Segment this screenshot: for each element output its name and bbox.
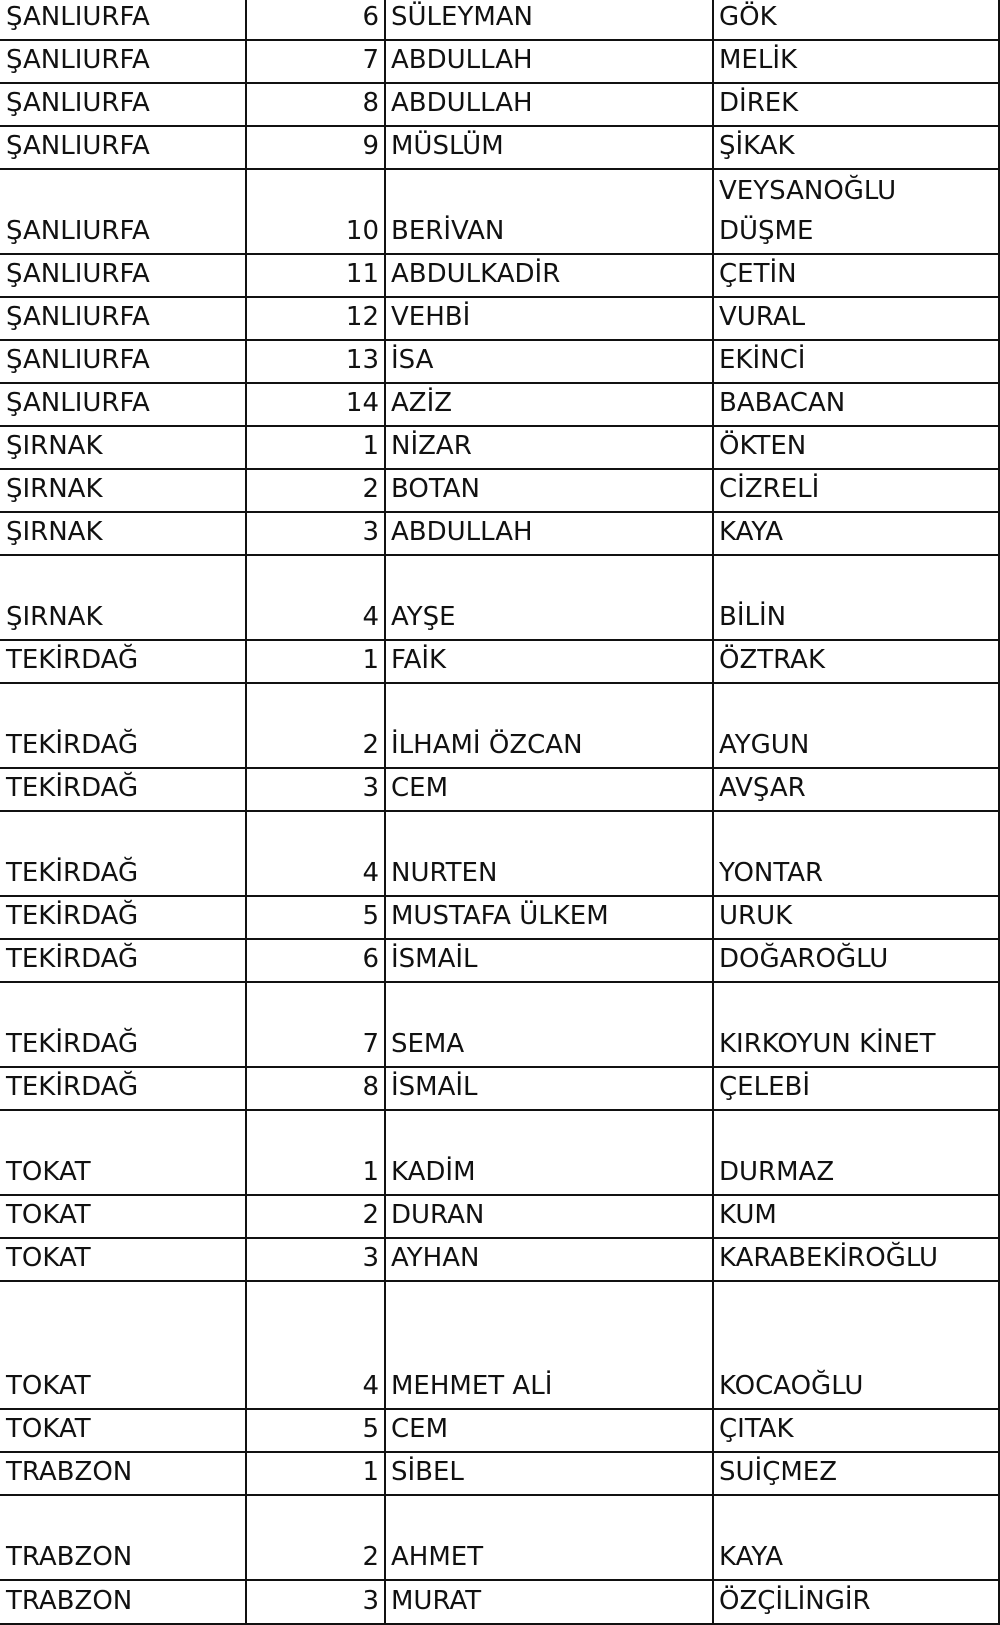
- number-cell-text: 4: [362, 602, 379, 632]
- surname-cell[interactable]: [713, 940, 1000, 981]
- number-cell[interactable]: [246, 812, 385, 895]
- surname-cell-text: ŞİKAK: [719, 131, 795, 161]
- column-divider: [712, 0, 714, 1625]
- table-row: [0, 170, 1000, 255]
- city-cell[interactable]: [0, 41, 246, 82]
- city-cell-text: ŞANLIURFA: [6, 216, 150, 246]
- surname-cell-text: DOĞAROĞLU: [719, 944, 889, 974]
- number-cell-text: 1: [362, 645, 379, 675]
- first-name-cell-text: AZİZ: [391, 388, 453, 418]
- table-row: [0, 384, 1000, 427]
- first-name-cell[interactable]: [385, 0, 713, 39]
- number-cell[interactable]: [246, 470, 385, 511]
- surname-cell[interactable]: [713, 897, 1000, 938]
- first-name-cell-text: SEMA: [391, 1029, 465, 1059]
- number-cell-text: 4: [362, 858, 379, 888]
- table-row: [0, 470, 1000, 513]
- city-cell[interactable]: [0, 1496, 246, 1579]
- city-cell[interactable]: [0, 84, 246, 125]
- city-cell-text: ŞANLIURFA: [6, 388, 150, 418]
- number-cell[interactable]: [246, 255, 385, 296]
- surname-cell[interactable]: [713, 470, 1000, 511]
- surname-cell-text: ÇETİN: [719, 259, 797, 289]
- city-cell[interactable]: [0, 384, 246, 425]
- number-cell-text: 2: [362, 474, 379, 504]
- city-cell[interactable]: [0, 298, 246, 339]
- table-row: [0, 1453, 1000, 1496]
- surname-cell[interactable]: [713, 1196, 1000, 1237]
- number-cell-text: 6: [362, 944, 379, 974]
- table-row: [0, 1111, 1000, 1196]
- number-cell[interactable]: [246, 769, 385, 810]
- number-cell[interactable]: [246, 940, 385, 981]
- surname-first-line-text: VEYSANOĞLU: [719, 176, 897, 206]
- surname-cell-text: DÜŞME: [719, 216, 814, 246]
- city-cell[interactable]: [0, 1068, 246, 1109]
- surname-cell-text: KAYA: [719, 517, 784, 547]
- surname-cell[interactable]: [713, 812, 1000, 895]
- city-cell-text: TEKİRDAĞ: [6, 901, 139, 931]
- city-cell[interactable]: [0, 1111, 246, 1194]
- city-cell[interactable]: [0, 341, 246, 382]
- table-row: [0, 1581, 1000, 1625]
- number-cell-text: 1: [362, 1157, 379, 1187]
- table-row: [0, 127, 1000, 170]
- number-cell-text: 3: [362, 517, 379, 547]
- surname-cell[interactable]: [713, 769, 1000, 810]
- city-cell-text: ŞIRNAK: [6, 602, 103, 632]
- city-cell[interactable]: [0, 684, 246, 767]
- first-name-cell-text: VEHBİ: [391, 302, 471, 332]
- city-cell[interactable]: [0, 641, 246, 682]
- first-name-cell[interactable]: [385, 298, 713, 339]
- table-row: [0, 1239, 1000, 1282]
- number-cell[interactable]: [246, 1239, 385, 1280]
- table-row: [0, 84, 1000, 127]
- city-cell-text: ŞANLIURFA: [6, 259, 150, 289]
- city-cell-text: TEKİRDAĞ: [6, 1029, 139, 1059]
- surname-cell[interactable]: [713, 127, 1000, 168]
- city-cell[interactable]: [0, 513, 246, 554]
- number-cell-text: 3: [362, 773, 379, 803]
- surname-cell[interactable]: [713, 983, 1000, 1066]
- number-cell[interactable]: [246, 0, 385, 39]
- first-name-cell[interactable]: [385, 1496, 713, 1579]
- surname-cell[interactable]: [713, 1581, 1000, 1623]
- city-cell-text: TEKİRDAĞ: [6, 858, 139, 888]
- first-name-cell-text: SİBEL: [391, 1457, 464, 1487]
- table-row: [0, 684, 1000, 769]
- surname-cell-text: AVŞAR: [719, 773, 806, 803]
- table-row: [0, 255, 1000, 298]
- surname-cell-text: ÇELEBİ: [719, 1072, 810, 1102]
- table-row: [0, 1068, 1000, 1111]
- city-cell[interactable]: [0, 470, 246, 511]
- number-cell-text: 14: [345, 388, 379, 418]
- table-row: [0, 41, 1000, 84]
- surname-cell-text: BİLİN: [719, 602, 787, 632]
- table-row: [0, 641, 1000, 684]
- first-name-cell-text: MEHMET ALİ: [391, 1371, 553, 1401]
- first-name-cell-text: MÜSLÜM: [391, 131, 504, 161]
- first-name-cell[interactable]: [385, 769, 713, 810]
- surname-cell-text: GÖK: [719, 2, 777, 32]
- city-cell-text: ŞANLIURFA: [6, 45, 150, 75]
- table-row: [0, 897, 1000, 940]
- first-name-cell[interactable]: [385, 641, 713, 682]
- surname-cell-text: YONTAR: [719, 858, 824, 888]
- city-cell[interactable]: [0, 1410, 246, 1451]
- number-cell-text: 2: [362, 1200, 379, 1230]
- city-cell-text: TOKAT: [6, 1414, 91, 1444]
- city-cell[interactable]: [0, 255, 246, 296]
- city-cell-text: ŞANLIURFA: [6, 345, 150, 375]
- first-name-cell-text: ABDULLAH: [391, 88, 533, 118]
- first-name-cell-text: İSMAİL: [391, 1072, 478, 1102]
- city-cell[interactable]: [0, 127, 246, 168]
- first-name-cell[interactable]: [385, 1239, 713, 1280]
- first-name-cell[interactable]: [385, 1196, 713, 1237]
- city-cell[interactable]: [0, 1453, 246, 1494]
- first-name-cell-text: NİZAR: [391, 431, 472, 461]
- surname-cell[interactable]: [713, 0, 1000, 39]
- number-cell-text: 6: [362, 2, 379, 32]
- surname-cell[interactable]: [713, 1453, 1000, 1494]
- city-cell[interactable]: [0, 812, 246, 895]
- first-name-cell[interactable]: [385, 341, 713, 382]
- number-cell[interactable]: [246, 897, 385, 938]
- city-cell-text: ŞANLIURFA: [6, 131, 150, 161]
- city-cell-text: TRABZON: [6, 1586, 133, 1616]
- number-cell-text: 8: [362, 88, 379, 118]
- number-cell[interactable]: [246, 1196, 385, 1237]
- city-cell-text: ŞIRNAK: [6, 474, 103, 504]
- number-cell[interactable]: [246, 684, 385, 767]
- surname-cell-text: KUM: [719, 1200, 777, 1230]
- first-name-cell[interactable]: [385, 384, 713, 425]
- number-cell-text: 1: [362, 1457, 379, 1487]
- number-cell[interactable]: [246, 41, 385, 82]
- number-cell-text: 2: [362, 1542, 379, 1572]
- first-name-cell[interactable]: [385, 1111, 713, 1194]
- surname-cell-text: KIRKOYUN KİNET: [719, 1029, 936, 1059]
- surname-cell-text: MELİK: [719, 45, 798, 75]
- surname-cell[interactable]: [713, 513, 1000, 554]
- number-cell[interactable]: [246, 427, 385, 468]
- first-name-cell-text: CEM: [391, 773, 449, 803]
- first-name-cell[interactable]: [385, 684, 713, 767]
- surname-cell-text: ÖZÇİLİNGİR: [719, 1586, 871, 1616]
- table-row: [0, 940, 1000, 983]
- city-cell-text: TOKAT: [6, 1371, 91, 1401]
- first-name-cell[interactable]: [385, 513, 713, 554]
- city-cell[interactable]: [0, 427, 246, 468]
- number-cell-text: 5: [362, 901, 379, 931]
- number-cell[interactable]: [246, 1282, 385, 1408]
- surname-cell-text: KAYA: [719, 1542, 784, 1572]
- first-name-cell[interactable]: [385, 470, 713, 511]
- first-name-cell[interactable]: [385, 255, 713, 296]
- surname-cell[interactable]: [713, 1111, 1000, 1194]
- table-row: [0, 769, 1000, 812]
- surname-cell[interactable]: [713, 384, 1000, 425]
- surname-cell-text: EKİNCİ: [719, 345, 806, 375]
- number-cell[interactable]: [246, 298, 385, 339]
- first-name-cell-text: AYŞE: [391, 602, 456, 632]
- city-cell[interactable]: [0, 1581, 246, 1623]
- first-name-cell-text: MURAT: [391, 1586, 482, 1616]
- first-name-cell-text: MUSTAFA ÜLKEM: [391, 901, 609, 931]
- city-cell[interactable]: [0, 983, 246, 1066]
- number-cell[interactable]: [246, 127, 385, 168]
- city-cell-text: TEKİRDAĞ: [6, 944, 139, 974]
- number-cell[interactable]: [246, 84, 385, 125]
- table-row: [0, 812, 1000, 897]
- surname-cell[interactable]: [713, 41, 1000, 82]
- number-cell[interactable]: [246, 384, 385, 425]
- city-cell-text: ŞIRNAK: [6, 431, 103, 461]
- city-cell-text: TEKİRDAĞ: [6, 1072, 139, 1102]
- first-name-cell[interactable]: [385, 84, 713, 125]
- city-cell[interactable]: [0, 556, 246, 639]
- surname-cell[interactable]: [713, 556, 1000, 639]
- number-cell[interactable]: [246, 983, 385, 1066]
- surname-cell-text: URUK: [719, 901, 793, 931]
- number-cell-text: 7: [362, 45, 379, 75]
- first-name-cell-text: SÜLEYMAN: [391, 2, 533, 32]
- surname-cell[interactable]: [713, 170, 1000, 253]
- number-cell[interactable]: [246, 1068, 385, 1109]
- city-cell-text: TRABZON: [6, 1542, 133, 1572]
- city-cell-text: TEKİRDAĞ: [6, 773, 139, 803]
- surname-cell[interactable]: [713, 1239, 1000, 1280]
- number-cell[interactable]: [246, 641, 385, 682]
- table-row: [0, 1196, 1000, 1239]
- city-cell[interactable]: [0, 769, 246, 810]
- first-name-cell[interactable]: [385, 427, 713, 468]
- surname-cell-text: DURMAZ: [719, 1157, 835, 1187]
- number-cell-text: 8: [362, 1072, 379, 1102]
- surname-cell[interactable]: [713, 1068, 1000, 1109]
- surname-cell[interactable]: [713, 641, 1000, 682]
- city-cell[interactable]: [0, 897, 246, 938]
- surname-cell-text: KOCAOĞLU: [719, 1371, 864, 1401]
- first-name-cell[interactable]: [385, 1453, 713, 1494]
- first-name-cell-text: İSMAİL: [391, 944, 478, 974]
- first-name-cell-text: İLHAMİ ÖZCAN: [391, 730, 583, 760]
- number-cell[interactable]: [246, 1581, 385, 1623]
- first-name-cell-text: AHMET: [391, 1542, 484, 1572]
- table-row: [0, 341, 1000, 384]
- city-cell-text: TEKİRDAĞ: [6, 645, 139, 675]
- first-name-cell[interactable]: [385, 170, 713, 253]
- city-cell-text: ŞANLIURFA: [6, 302, 150, 332]
- first-name-cell-text: BOTAN: [391, 474, 480, 504]
- table-row: [0, 427, 1000, 470]
- surname-cell[interactable]: [713, 684, 1000, 767]
- surname-cell[interactable]: [713, 341, 1000, 382]
- table-row: [0, 1282, 1000, 1410]
- city-cell-text: TOKAT: [6, 1200, 91, 1230]
- number-cell-text: 11: [345, 259, 379, 289]
- number-cell-text: 10: [345, 216, 379, 246]
- table-row: [0, 983, 1000, 1068]
- surname-cell-text: VURAL: [719, 302, 806, 332]
- first-name-cell[interactable]: [385, 556, 713, 639]
- first-name-cell[interactable]: [385, 983, 713, 1066]
- surname-cell-text: CİZRELİ: [719, 474, 820, 504]
- surname-cell[interactable]: [713, 1282, 1000, 1408]
- number-cell[interactable]: [246, 556, 385, 639]
- number-cell-text: 3: [362, 1243, 379, 1273]
- number-cell-text: 1: [362, 431, 379, 461]
- first-name-cell[interactable]: [385, 897, 713, 938]
- city-cell[interactable]: [0, 1239, 246, 1280]
- surname-cell-text: ÖZTRAK: [719, 645, 826, 675]
- first-name-cell-text: İSA: [391, 345, 434, 375]
- number-cell-text: 2: [362, 730, 379, 760]
- first-name-cell[interactable]: [385, 812, 713, 895]
- first-name-cell-text: NURTEN: [391, 858, 498, 888]
- first-name-cell[interactable]: [385, 41, 713, 82]
- first-name-cell[interactable]: [385, 127, 713, 168]
- table-row: [0, 298, 1000, 341]
- city-cell[interactable]: [0, 1196, 246, 1237]
- column-divider: [384, 0, 386, 1625]
- surname-cell-text: KARABEKİROĞLU: [719, 1243, 939, 1273]
- surname-cell[interactable]: [713, 1496, 1000, 1579]
- table-row: [0, 556, 1000, 641]
- surname-cell-text: BABACAN: [719, 388, 846, 418]
- first-name-cell-text: CEM: [391, 1414, 449, 1444]
- surname-cell-text: AYGUN: [719, 730, 810, 760]
- first-name-cell-text: ABDULKADİR: [391, 259, 561, 289]
- number-cell-text: 9: [362, 131, 379, 161]
- city-cell[interactable]: [0, 940, 246, 981]
- city-cell[interactable]: [0, 170, 246, 253]
- first-name-cell-text: ABDULLAH: [391, 45, 533, 75]
- first-name-cell[interactable]: [385, 1410, 713, 1451]
- number-cell[interactable]: [246, 1410, 385, 1451]
- number-cell[interactable]: [246, 513, 385, 554]
- first-name-cell[interactable]: [385, 1068, 713, 1109]
- number-cell-text: 13: [345, 345, 379, 375]
- first-name-cell[interactable]: [385, 1581, 713, 1623]
- first-name-cell-text: BERİVAN: [391, 216, 505, 246]
- first-name-cell[interactable]: [385, 940, 713, 981]
- surname-cell-text: SUİÇMEZ: [719, 1457, 838, 1487]
- city-cell[interactable]: [0, 1282, 246, 1408]
- column-divider: [245, 0, 247, 1625]
- surname-cell[interactable]: [713, 1410, 1000, 1451]
- city-cell-text: ŞANLIURFA: [6, 88, 150, 118]
- surname-cell[interactable]: [713, 427, 1000, 468]
- number-cell-text: 3: [362, 1586, 379, 1616]
- number-cell[interactable]: [246, 1496, 385, 1579]
- table-row: [0, 0, 1000, 41]
- surname-cell-text: DİREK: [719, 88, 799, 118]
- surname-cell[interactable]: [713, 255, 1000, 296]
- number-cell-text: 5: [362, 1414, 379, 1444]
- city-cell-text: TOKAT: [6, 1243, 91, 1273]
- city-cell-text: ŞIRNAK: [6, 517, 103, 547]
- surname-cell-text: ÖKTEN: [719, 431, 807, 461]
- surname-cell-text: ÇITAK: [719, 1414, 794, 1444]
- table-row: [0, 1410, 1000, 1453]
- first-name-cell-text: FAİK: [391, 645, 447, 675]
- surname-cell[interactable]: [713, 84, 1000, 125]
- city-cell-text: ŞANLIURFA: [6, 2, 150, 32]
- table-row: [0, 1496, 1000, 1581]
- city-cell[interactable]: [0, 0, 246, 39]
- number-cell-text: 4: [362, 1371, 379, 1401]
- number-cell-text: 12: [345, 302, 379, 332]
- city-cell-text: TRABZON: [6, 1457, 133, 1487]
- first-name-cell-text: AYHAN: [391, 1243, 480, 1273]
- first-name-cell-text: ABDULLAH: [391, 517, 533, 547]
- first-name-cell-text: DURAN: [391, 1200, 485, 1230]
- table-row: [0, 513, 1000, 556]
- surname-cell[interactable]: [713, 298, 1000, 339]
- city-cell-text: TOKAT: [6, 1157, 91, 1187]
- first-name-cell-text: KADİM: [391, 1157, 476, 1187]
- number-cell[interactable]: [246, 341, 385, 382]
- number-cell[interactable]: [246, 1453, 385, 1494]
- city-cell-text: TEKİRDAĞ: [6, 730, 139, 760]
- number-cell[interactable]: [246, 1111, 385, 1194]
- number-cell-text: 7: [362, 1029, 379, 1059]
- first-name-cell[interactable]: [385, 1282, 713, 1408]
- number-cell[interactable]: [246, 170, 385, 253]
